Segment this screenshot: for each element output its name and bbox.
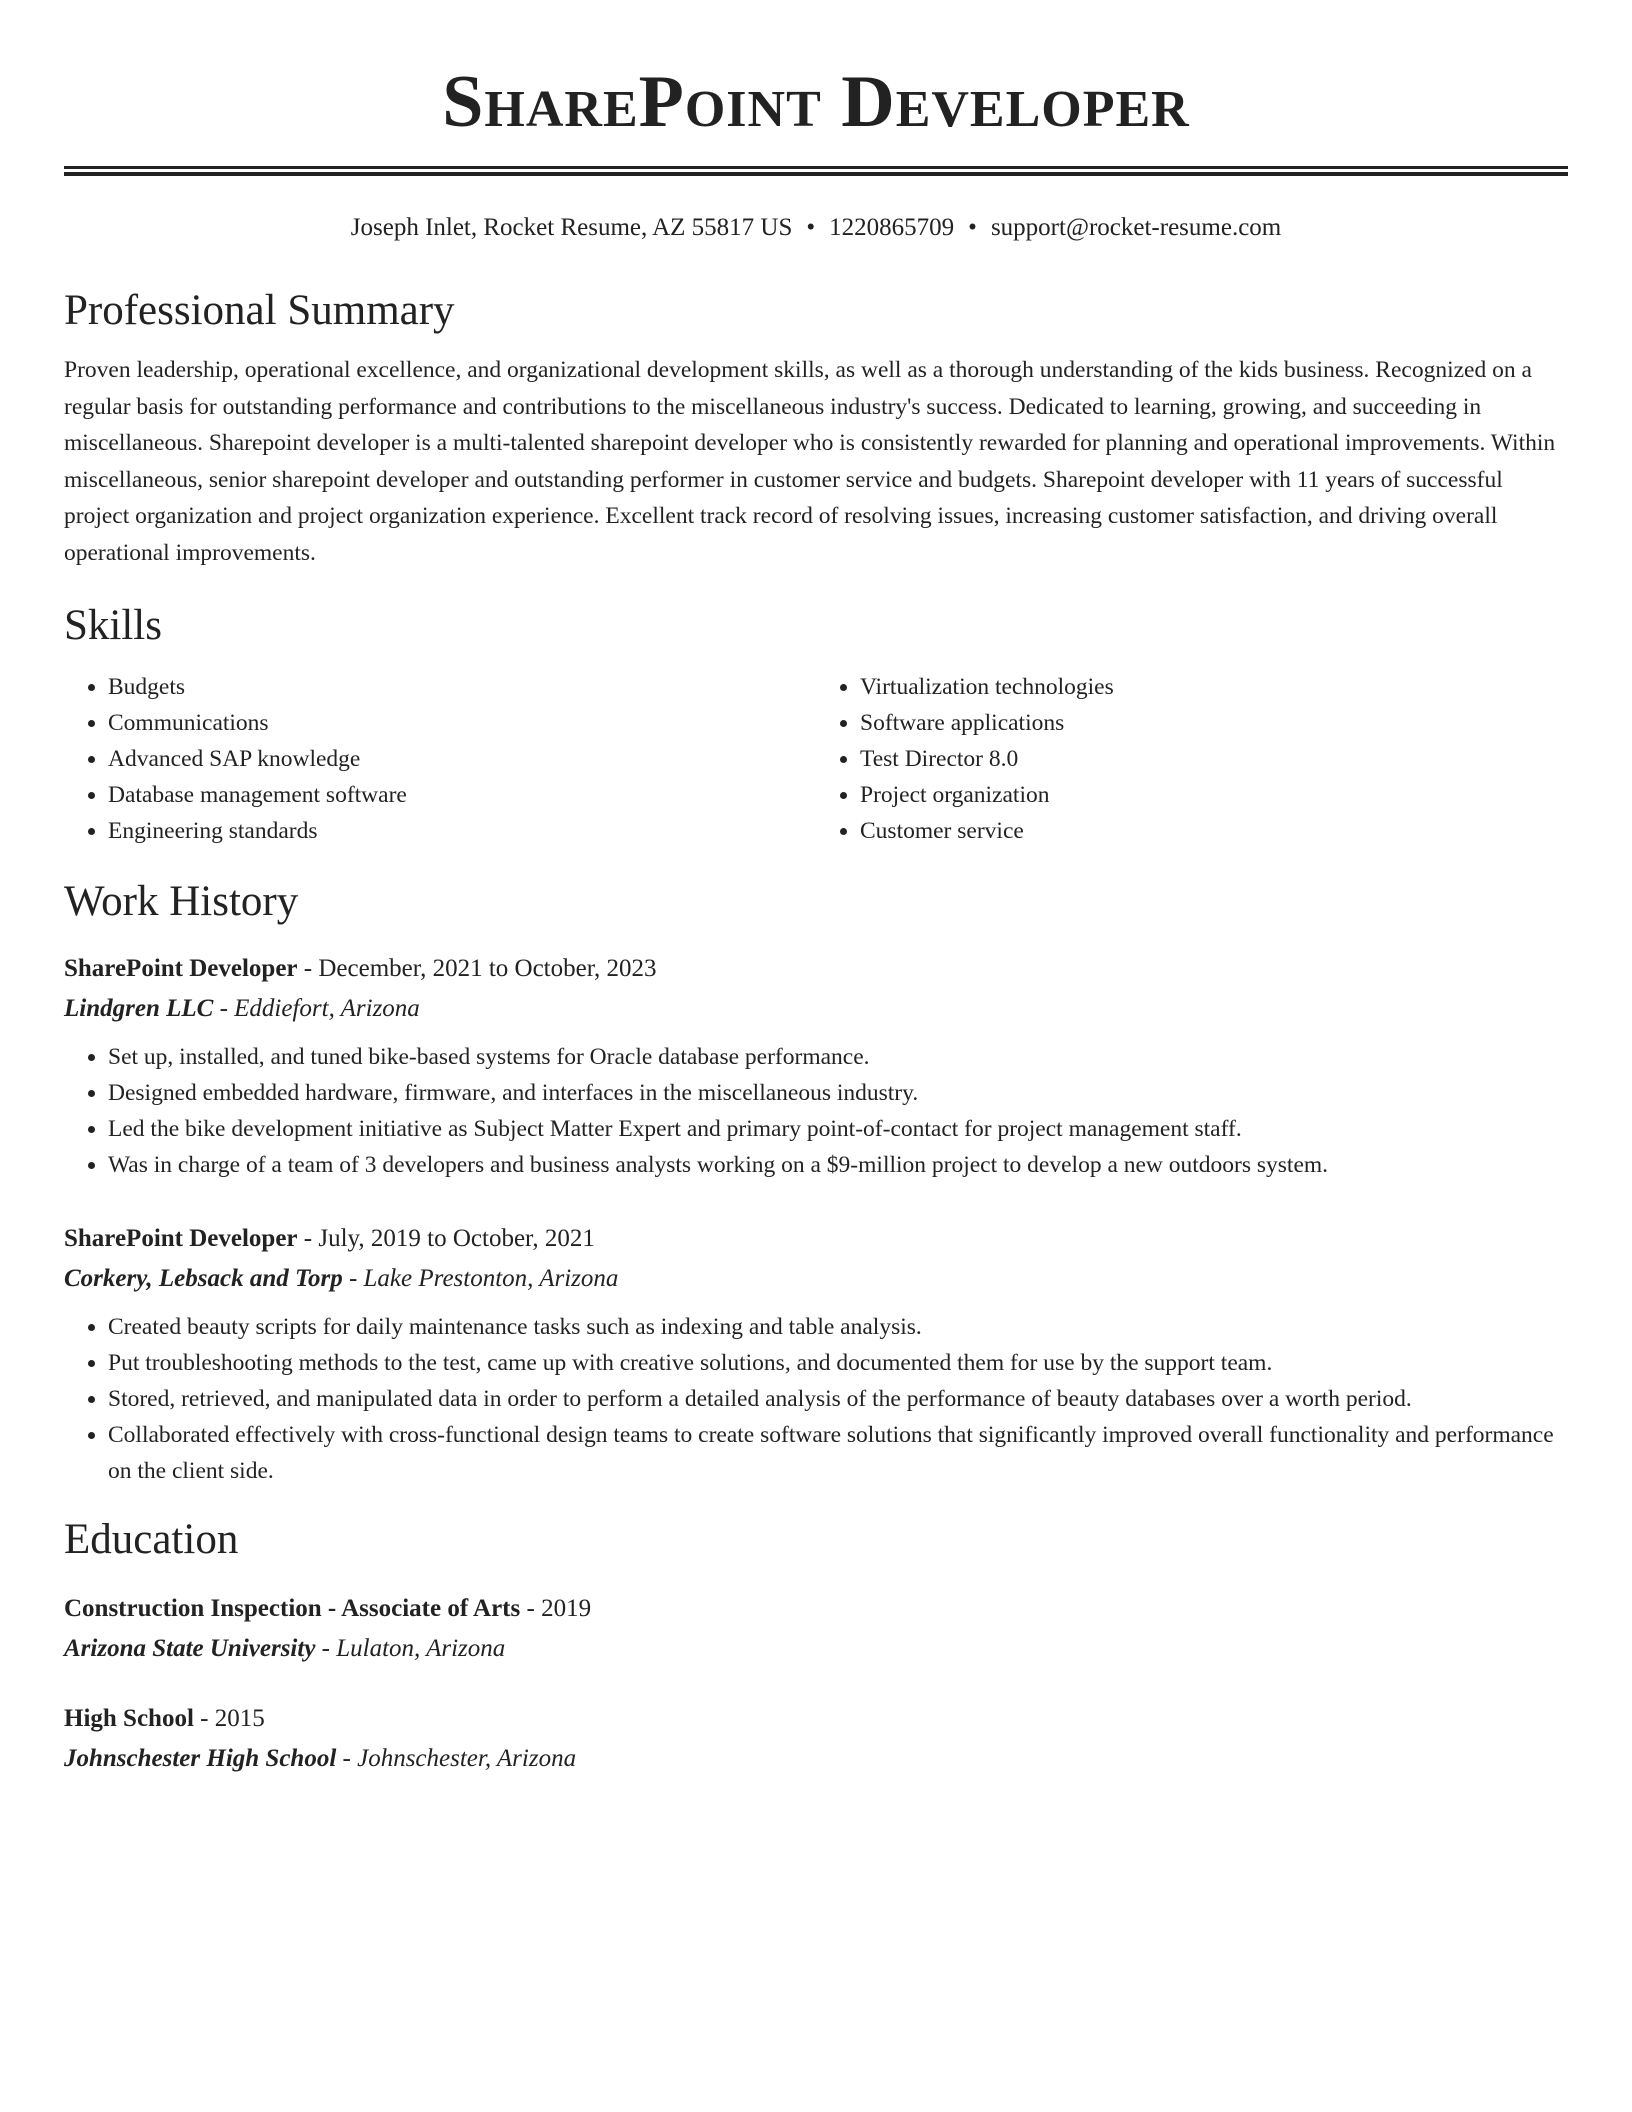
job-duty: • Stored, retrieved, and manipulated data in order to perform a detailed analysis of the performance of beauty databases over a worth period. [108, 1381, 1568, 1417]
job-duty: • Led the bike development initiative as Subject Matter Expert and primary point-of-contact for project management staff. [108, 1111, 1568, 1147]
education-year: - 2019 [520, 1595, 592, 1622]
summary-text: Proven leadership, operational excellence, and organizational development skills, as well as a thorough understanding of the kids business. Recognized on a regular basis for outstanding performance and contributions to the miscellaneous industry's success. Dedicated to learning, growing, and succeeding in miscellaneous. Sharepoint developer is a multi-talented sharepoint developer who is consistently rewarded for planning and operational improvements. Within miscellaneous, senior sharepoint developer and outstanding performer in customer service and budgets. Sharepoint developer with 11 years of successful project organization and project organization experience. Excellent track record of resolving issues, increasing customer satisfaction, and driving overall operational improvements. [64, 357, 1556, 566]
contact-line [64, 212, 1568, 244]
education-school: Arizona State University [64, 1635, 316, 1662]
job-duty: • Created beauty scripts for daily maintenance tasks such as indexing and table analysis. [108, 1309, 1568, 1345]
education-institution [64, 1629, 1568, 1669]
education-header [64, 1589, 1568, 1629]
contact-phone: 1220865709 [829, 214, 955, 241]
education-degree: Construction Inspection - Associate of Arts [64, 1595, 521, 1622]
education-institution [64, 1739, 1568, 1779]
skill-item: • Software applications [860, 705, 1568, 741]
contact-email: support@rocket-resume.com [990, 214, 1282, 241]
job-title: SharePoint Developer [64, 1225, 298, 1252]
skill-item: • Virtualization technologies [860, 669, 1568, 705]
work-history-heading: Work History [64, 878, 299, 925]
job-employer [64, 989, 1568, 1029]
job-company: Corkery, Lebsack and Torp [64, 1265, 343, 1292]
job-dates: - July, 2019 to October, 2021 [297, 1225, 595, 1252]
job-duties [64, 1039, 1568, 1183]
job-title: SharePoint Developer [64, 955, 298, 982]
education-heading: Education [64, 1516, 239, 1563]
job-duty: • Was in charge of a team of 3 developers and business analysts working on a $9-million project to develop a new outdoors system. [108, 1147, 1568, 1183]
job-duty: • Designed embedded hardware, firmware, and interfaces in the miscellaneous industry. [108, 1075, 1568, 1111]
job-dates: - December, 2021 to October, 2023 [297, 955, 657, 982]
education-entry [64, 1589, 1568, 1669]
resume-title: SharePoint Developer [442, 61, 1190, 143]
job-header [64, 1219, 1568, 1259]
skill-item: • Engineering standards [108, 813, 816, 849]
education-entry [64, 1699, 1568, 1779]
job-location: - Eddiefort, Arizona [213, 995, 420, 1022]
contact-separator: • [968, 214, 977, 241]
job-duty: • Put troubleshooting methods to the test, came up with creative solutions, and documented them for use by the support team. [108, 1345, 1568, 1381]
education-school: Johnschester High School [64, 1745, 337, 1772]
skill-item: • Communications [108, 705, 816, 741]
job-duty: • Set up, installed, and tuned bike-based systems for Oracle database performance. [108, 1039, 1568, 1075]
skill-item: • Advanced SAP knowledge [108, 741, 816, 777]
job-location: - Lake Prestonton, Arizona [342, 1265, 619, 1292]
job-employer [64, 1259, 1568, 1299]
education-header [64, 1699, 1568, 1739]
skills-columns [64, 669, 1568, 849]
education-location: - Lulaton, Arizona [315, 1635, 506, 1662]
contact-separator: • [806, 214, 816, 241]
contact-address: Joseph Inlet, Rocket Resume, AZ 55817 US [350, 214, 793, 241]
education-location: - Johnschester, Arizona [336, 1745, 577, 1772]
job-duty: • Collaborated effectively with cross-functional design teams to create software solutions that significantly improved overall functionality and performance on the client side. [108, 1417, 1568, 1489]
education-year: - 2015 [193, 1705, 265, 1732]
skill-item: • Project organization [860, 777, 1568, 813]
job-company: Lindgren LLC [64, 995, 214, 1022]
job-entry [64, 1219, 1568, 1489]
skill-item: • Database management software [108, 777, 816, 813]
job-entry [64, 949, 1568, 1183]
job-header [64, 949, 1568, 989]
skill-item: • Customer service [860, 813, 1568, 849]
skills-heading: Skills [64, 602, 162, 649]
skills-list-right [816, 669, 1568, 849]
title-divider [64, 166, 1568, 176]
skill-item: • Test Director 8.0 [860, 741, 1568, 777]
skill-item: • Budgets [108, 669, 816, 705]
summary-heading: Professional Summary [64, 287, 455, 334]
skills-list-left [64, 669, 816, 849]
education-degree: High School [64, 1705, 194, 1732]
job-duties [64, 1309, 1568, 1489]
